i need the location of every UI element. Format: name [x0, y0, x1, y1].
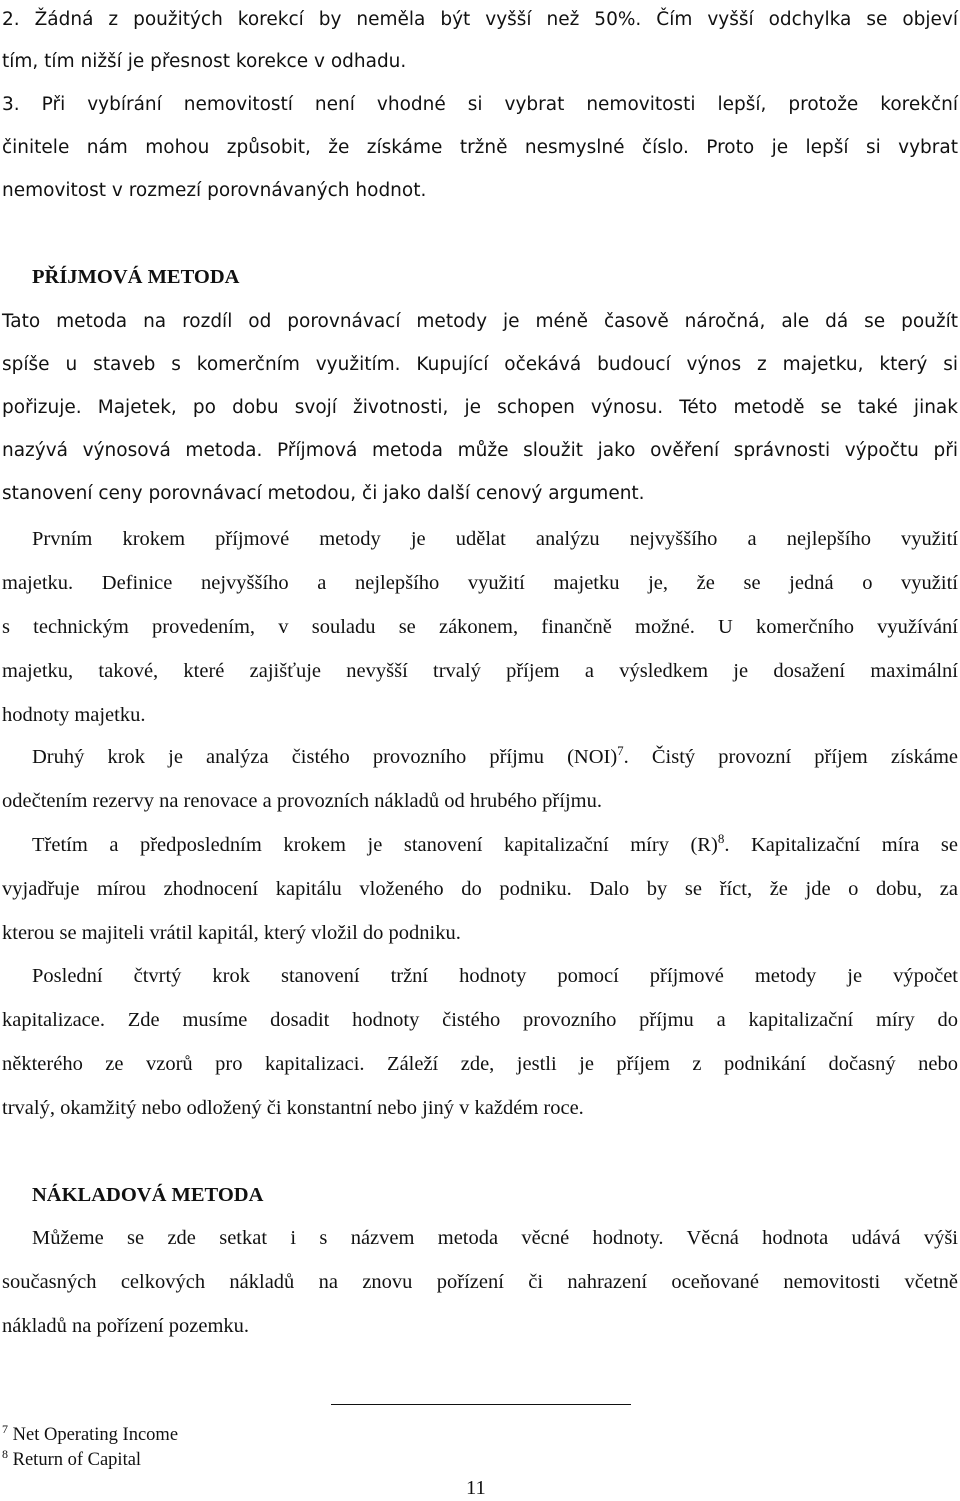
footnote-ref: 7 [617, 743, 624, 759]
paragraph-line: nazývá výnosová metoda. Příjmová metoda může sloužit jako ověření správnosti výpočtu při [2, 440, 958, 461]
page-number: 11 [466, 1477, 486, 1499]
paragraph-text: . Kapitalizační míra se [724, 834, 958, 856]
footnote-8 [2, 1446, 142, 1471]
paragraph-line: odečtením rezervy na renovace a provozních nákladů od hrubého příjmu. [2, 790, 602, 812]
paragraph-line: majetku. Definice nejvyššího a nejlepšího využití majetku je, že se jedná o využití [2, 572, 958, 594]
paragraph-line: nákladů na pořízení pozemku. [2, 1315, 250, 1337]
list-item-2-line-1: 2. Žádná z použitých korekcí by neměla být vyšší než 50%. Čím vyšší odchylka se objeví [2, 9, 958, 30]
list-item-3-line-3: nemovitost v rozmezí porovnávaných hodnot. [2, 180, 427, 201]
paragraph-line: Můžeme se zde setkat i s názvem metoda věcné hodnoty. Věcná hodnota udává výši [32, 1227, 958, 1249]
list-item-3-line-2: činitele nám mohou způsobit, že získáme tržně nesmyslné číslo. Proto je lepší si vybrat [2, 137, 958, 158]
paragraph-line: spíše u staveb s komerčním využitím. Kupující očekává budoucí výnos z majetku, který si [2, 354, 958, 375]
paragraph-line: pořizuje. Majetek, po dobu svojí životnosti, je schopen výnosu. Této metodě se také jinak [2, 397, 958, 418]
list-item-2-line-2: tím, tím nižší je přesnost korekce v odhadu. [2, 51, 407, 72]
paragraph-line: Poslední čtvrtý krok stanovení tržní hodnoty pomocí příjmové metody je výpočet [32, 965, 958, 987]
paragraph-line: trvalý, okamžitý nebo odložený či konstantní nebo jiný v každém roce. [2, 1097, 584, 1119]
paragraph-line [32, 832, 958, 858]
section-heading-income-method: PŘÍJMOVÁ METODA [32, 266, 240, 288]
paragraph-line: Prvním krokem příjmové metody je udělat analýzu nejvyššího a nejlepšího využití [32, 528, 958, 550]
footnote-number: 8 [2, 1446, 8, 1461]
list-item-3-line-1: 3. Při vybírání nemovitostí není vhodné si vybrat nemovitosti lepší, protože korekční [2, 94, 958, 115]
paragraph-line: kterou se majiteli vrátil kapitál, který vložil do podniku. [2, 922, 461, 944]
paragraph-line: hodnoty majetku. [2, 704, 146, 726]
footnote-text: Net Operating Income [12, 1425, 179, 1445]
paragraph-line [32, 744, 958, 770]
paragraph-line: kapitalizace. Zde musíme dosadit hodnoty čistého provozního příjmu a kapitalizační míry do [2, 1009, 958, 1031]
paragraph-line: stanovení ceny porovnávací metodou, či jako další cenový argument. [2, 483, 645, 504]
paragraph-line: některého ze vzorů pro kapitalizaci. Záleží zde, jestli je příjem z podnikání dočasný nebo [2, 1053, 958, 1075]
paragraph-line: s technickým provedením, v souladu se zákonem, finančně možné. U komerčního využívání [2, 616, 958, 638]
paragraph-line: Tato metoda na rozdíl od porovnávací metody je méně časově náročná, ale dá se použít [2, 311, 958, 332]
paragraph-line: vyjadřuje mírou zhodnocení kapitálu vloženého do podniku. Dalo by se říct, že jde o dobu, za [2, 878, 958, 900]
footnote-7 [2, 1421, 179, 1446]
footnote-ref: 8 [717, 831, 725, 847]
footnote-text: Return of Capital [12, 1450, 142, 1470]
footnote-separator [331, 1404, 631, 1405]
paragraph-line: současných celkových nákladů na znovu pořízení či nahrazení oceňované nemovitosti včetně [2, 1271, 958, 1293]
paragraph-text: Třetím a předposledním krokem je stanovení kapitalizační míry (R) [32, 834, 718, 856]
section-heading-cost-method: NÁKLADOVÁ METODA [32, 1184, 264, 1206]
footnote-number: 7 [2, 1421, 8, 1436]
paragraph-line: majetku, takové, které zajišťuje nevyšší trvalý příjem a výsledkem je dosažení maximální [2, 660, 958, 682]
paragraph-text: Druhý krok je analýza čistého provozního příjmu (NOI) [32, 746, 618, 768]
paragraph-text: . Čistý provozní příjem získáme [623, 746, 958, 768]
